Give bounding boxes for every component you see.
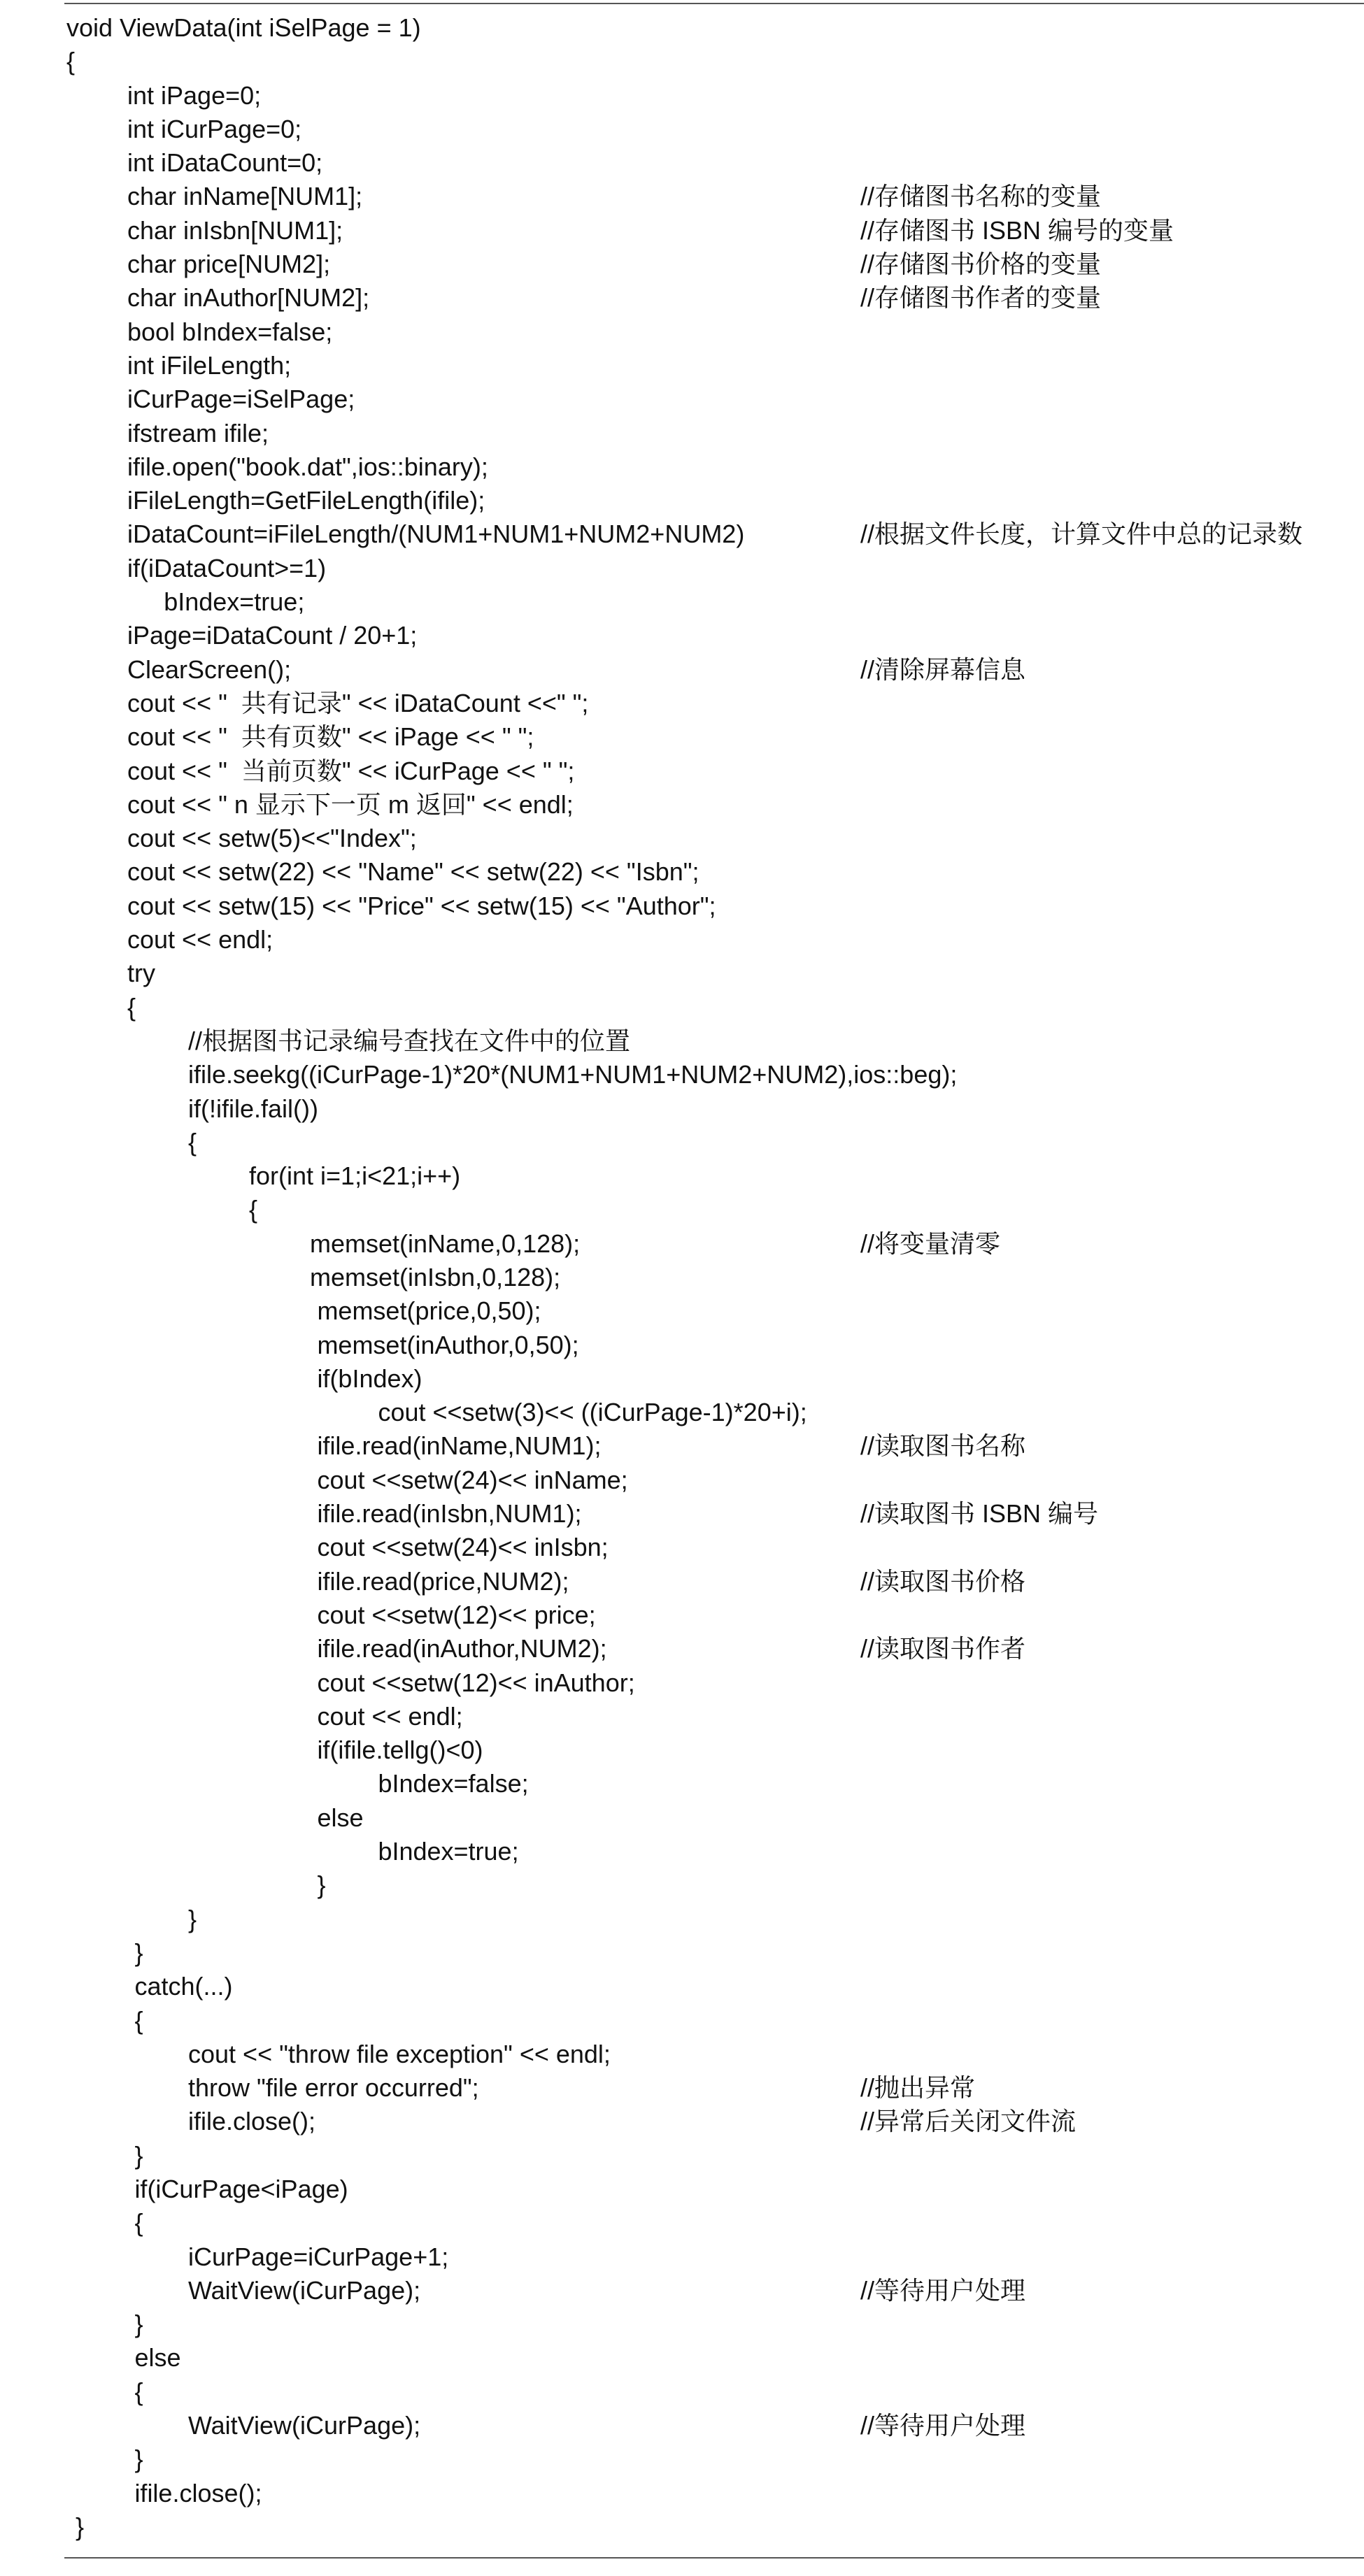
code-comment: //抛出异常 <box>860 2073 976 2103</box>
code-line <box>0 720 1364 754</box>
code-line <box>0 1159 1364 1193</box>
code-line <box>0 2477 1364 2510</box>
code-text: memset(inAuthor,0,50); <box>317 1330 579 1359</box>
code-text: ifile.read(inName,NUM1); <box>317 1431 602 1461</box>
code-line <box>0 1531 1364 1564</box>
code-line <box>0 1329 1364 1362</box>
code-text: ifile.read(price,NUM2); <box>317 1566 569 1596</box>
code-text: { <box>66 47 76 76</box>
code-line <box>0 248 1364 281</box>
code-line <box>0 2375 1364 2409</box>
code-text: int iPage=0; <box>127 80 262 110</box>
code-comment: //根据文件长度，计算文件中总的记录数 <box>860 520 1303 549</box>
code-line <box>0 450 1364 484</box>
code-comment: //将变量清零 <box>860 1229 1001 1258</box>
code-text: cout << "throw file exception" << endl; <box>188 2039 611 2068</box>
code-line <box>0 1632 1364 1666</box>
code-comment: //存储图书价格的变量 <box>860 250 1102 279</box>
code-text: iDataCount=iFileLength/(NUM1+NUM1+NUM2+NUM2) <box>127 520 745 549</box>
code-text: ifstream ifile; <box>127 418 269 448</box>
code-line <box>0 788 1364 822</box>
code-text: { <box>134 2005 143 2035</box>
code-text: } <box>76 2512 85 2541</box>
code-text: iCurPage=iSelPage; <box>127 385 355 414</box>
code-line <box>0 2173 1364 2206</box>
code-line <box>0 79 1364 113</box>
code-text: iPage=iDataCount / 20+1; <box>127 621 418 650</box>
code-text: ClearScreen(); <box>127 654 292 684</box>
code-line <box>0 1362 1364 1396</box>
code-text: //根据图书记录编号查找在文件中的位置 <box>188 1026 631 1055</box>
code-text: ifile.read(inAuthor,NUM2); <box>317 1634 607 1663</box>
code-text: WaitView(iCurPage); <box>188 2275 421 2305</box>
code-text: for(int i=1;i<21;i++) <box>249 1161 461 1191</box>
code-line <box>0 1429 1364 1463</box>
code-text: bIndex=false; <box>378 1769 529 1798</box>
code-text: char inName[NUM1]; <box>127 182 363 211</box>
code-line <box>0 991 1364 1024</box>
code-text: iCurPage=iCurPage+1; <box>188 2242 449 2271</box>
code-line <box>0 2274 1364 2307</box>
code-text: cout << endl; <box>127 925 273 954</box>
code-line <box>0 889 1364 923</box>
code-comment: //存储图书名称的变量 <box>860 182 1102 211</box>
code-line <box>0 754 1364 788</box>
bottom-rule <box>64 2557 1364 2559</box>
code-line <box>0 855 1364 889</box>
code-line <box>0 382 1364 416</box>
code-text: if(ifile.tellg()<0) <box>317 1736 483 1765</box>
code-text: void ViewData(int iSelPage = 1) <box>66 13 421 42</box>
code-line <box>0 1261 1364 1294</box>
code-text: cout << setw(22) << "Name" << setw(22) << "Isbn"; <box>127 857 699 887</box>
code-comment: //读取图书价格 <box>860 1566 1026 1596</box>
code-text: char price[NUM2]; <box>127 250 331 279</box>
code-line <box>0 315 1364 349</box>
code-line <box>0 146 1364 180</box>
code-text: ifile.seekg((iCurPage-1)*20*(NUM1+NUM1+NUM2+NUM2),ios::beg); <box>188 1060 958 1089</box>
code-line <box>0 552 1364 585</box>
code-line <box>0 1666 1364 1700</box>
code-line <box>0 1733 1364 1767</box>
code-line <box>0 2206 1364 2240</box>
code-line <box>0 45 1364 78</box>
code-line <box>0 1227 1364 1261</box>
code-line <box>0 1767 1364 1801</box>
code-listing <box>0 11 1364 2544</box>
code-line <box>0 1565 1364 1598</box>
code-text: if(iDataCount>=1) <box>127 553 327 582</box>
code-text: memset(price,0,50); <box>317 1296 541 1326</box>
code-line <box>0 517 1364 551</box>
code-text: catch(...) <box>134 1972 233 2001</box>
code-text: int iFileLength; <box>127 350 292 380</box>
code-line <box>0 214 1364 248</box>
code-text: ifile.read(inIsbn,NUM1); <box>317 1499 582 1529</box>
code-text: if(bIndex) <box>317 1364 422 1393</box>
code-comment: //读取图书名称 <box>860 1431 1026 1461</box>
code-text: int iDataCount=0; <box>127 148 323 178</box>
code-text: bIndex=true; <box>164 587 305 617</box>
code-line <box>0 11 1364 45</box>
code-line <box>0 180 1364 213</box>
code-text: { <box>134 2208 143 2238</box>
code-text: cout <<setw(24)<< inName; <box>317 1465 628 1494</box>
code-comment: //等待用户处理 <box>860 2275 1026 2305</box>
code-text: else <box>134 2343 181 2373</box>
code-line <box>0 957 1364 990</box>
code-text: else <box>317 1803 364 1832</box>
code-text: } <box>134 2445 143 2474</box>
code-line <box>0 2341 1364 2375</box>
code-text: cout << setw(5)<<"Index"; <box>127 824 417 853</box>
code-text: { <box>249 1195 258 1224</box>
code-line <box>0 281 1364 315</box>
code-comment: //存储图书 ISBN 编号的变量 <box>860 215 1174 245</box>
code-line <box>0 1598 1364 1632</box>
code-text: if(!ifile.fail()) <box>188 1094 318 1123</box>
code-line <box>0 1396 1364 1429</box>
code-line <box>0 822 1364 855</box>
code-text: memset(inName,0,128); <box>310 1229 581 1258</box>
code-comment: //读取图书 ISBN 编号 <box>860 1499 1099 1529</box>
code-text: cout << " 共有记录" << iDataCount <<" "; <box>127 688 589 717</box>
code-text: try <box>127 959 155 988</box>
code-line <box>0 484 1364 517</box>
code-text: cout << " 共有页数" << iPage << " "; <box>127 722 534 752</box>
code-line <box>0 1024 1364 1058</box>
code-text: ifile.open("book.dat",ios::binary); <box>127 452 488 481</box>
code-line <box>0 417 1364 450</box>
code-line <box>0 2071 1364 2105</box>
code-line <box>0 2038 1364 2071</box>
code-line <box>0 2307 1364 2341</box>
code-line <box>0 1835 1364 1868</box>
code-text: } <box>134 2140 143 2170</box>
code-text: if(iCurPage<iPage) <box>134 2175 348 2203</box>
code-text: cout << " n 显示下一页 m 返回" << endl; <box>127 789 574 819</box>
code-line <box>0 1092 1364 1126</box>
code-line <box>0 1294 1364 1328</box>
code-line <box>0 1868 1364 1902</box>
code-text: } <box>317 1870 326 1900</box>
code-text: cout <<setw(12)<< inAuthor; <box>317 1668 635 1697</box>
code-line <box>0 1801 1364 1835</box>
code-line <box>0 2240 1364 2274</box>
code-comment: //读取图书作者 <box>860 1634 1026 1663</box>
code-text: } <box>188 1904 197 1933</box>
code-text: } <box>134 1938 143 1967</box>
code-text: char inAuthor[NUM2]; <box>127 283 370 313</box>
code-comment: //存储图书作者的变量 <box>860 283 1102 313</box>
code-text: ifile.close(); <box>188 2107 316 2136</box>
code-line <box>0 1058 1364 1092</box>
code-line <box>0 1497 1364 1531</box>
code-line <box>0 1464 1364 1497</box>
code-line <box>0 2105 1364 2138</box>
code-text: { <box>134 2377 143 2406</box>
code-line <box>0 2139 1364 2173</box>
code-text: cout << endl; <box>317 1701 463 1731</box>
code-text: ifile.close(); <box>134 2478 262 2507</box>
code-line <box>0 585 1364 619</box>
code-text: bool bIndex=false; <box>127 317 333 346</box>
code-text: iFileLength=GetFileLength(ifile); <box>127 486 485 515</box>
code-comment: //等待用户处理 <box>860 2411 1026 2440</box>
code-text: WaitView(iCurPage); <box>188 2411 421 2440</box>
code-text: cout << " 当前页数" << iCurPage << " "; <box>127 756 575 785</box>
code-line <box>0 1193 1364 1226</box>
code-line <box>0 2409 1364 2442</box>
code-line <box>0 349 1364 382</box>
code-comment: //异常后关闭文件流 <box>860 2107 1077 2136</box>
code-text: { <box>188 1127 197 1157</box>
code-line <box>0 2442 1364 2476</box>
code-line <box>0 1126 1364 1159</box>
code-line <box>0 687 1364 720</box>
code-text: cout << setw(15) << "Price" << setw(15) << "Author"; <box>127 891 716 920</box>
code-line <box>0 923 1364 957</box>
code-line <box>0 1700 1364 1733</box>
code-line <box>0 1970 1364 2003</box>
code-line <box>0 113 1364 146</box>
code-text: memset(inIsbn,0,128); <box>310 1262 561 1291</box>
code-line <box>0 1936 1364 1970</box>
code-text: bIndex=true; <box>378 1837 519 1866</box>
code-text: int iCurPage=0; <box>127 114 302 143</box>
code-line <box>0 619 1364 652</box>
code-text: char inIsbn[NUM1]; <box>127 215 343 245</box>
code-comment: //清除屏幕信息 <box>860 654 1026 684</box>
code-line <box>0 653 1364 687</box>
code-text: { <box>127 992 136 1022</box>
code-text: } <box>134 2310 143 2339</box>
code-line <box>0 2004 1364 2038</box>
code-line <box>0 1903 1364 1936</box>
code-text: cout <<setw(12)<< price; <box>317 1600 596 1629</box>
code-text: cout <<setw(24)<< inIsbn; <box>317 1533 609 1562</box>
code-text: cout <<setw(3)<< ((iCurPage-1)*20+i); <box>378 1398 807 1427</box>
code-line <box>0 2510 1364 2544</box>
code-text: throw "file error occurred"; <box>188 2073 479 2103</box>
top-rule <box>64 3 1364 4</box>
